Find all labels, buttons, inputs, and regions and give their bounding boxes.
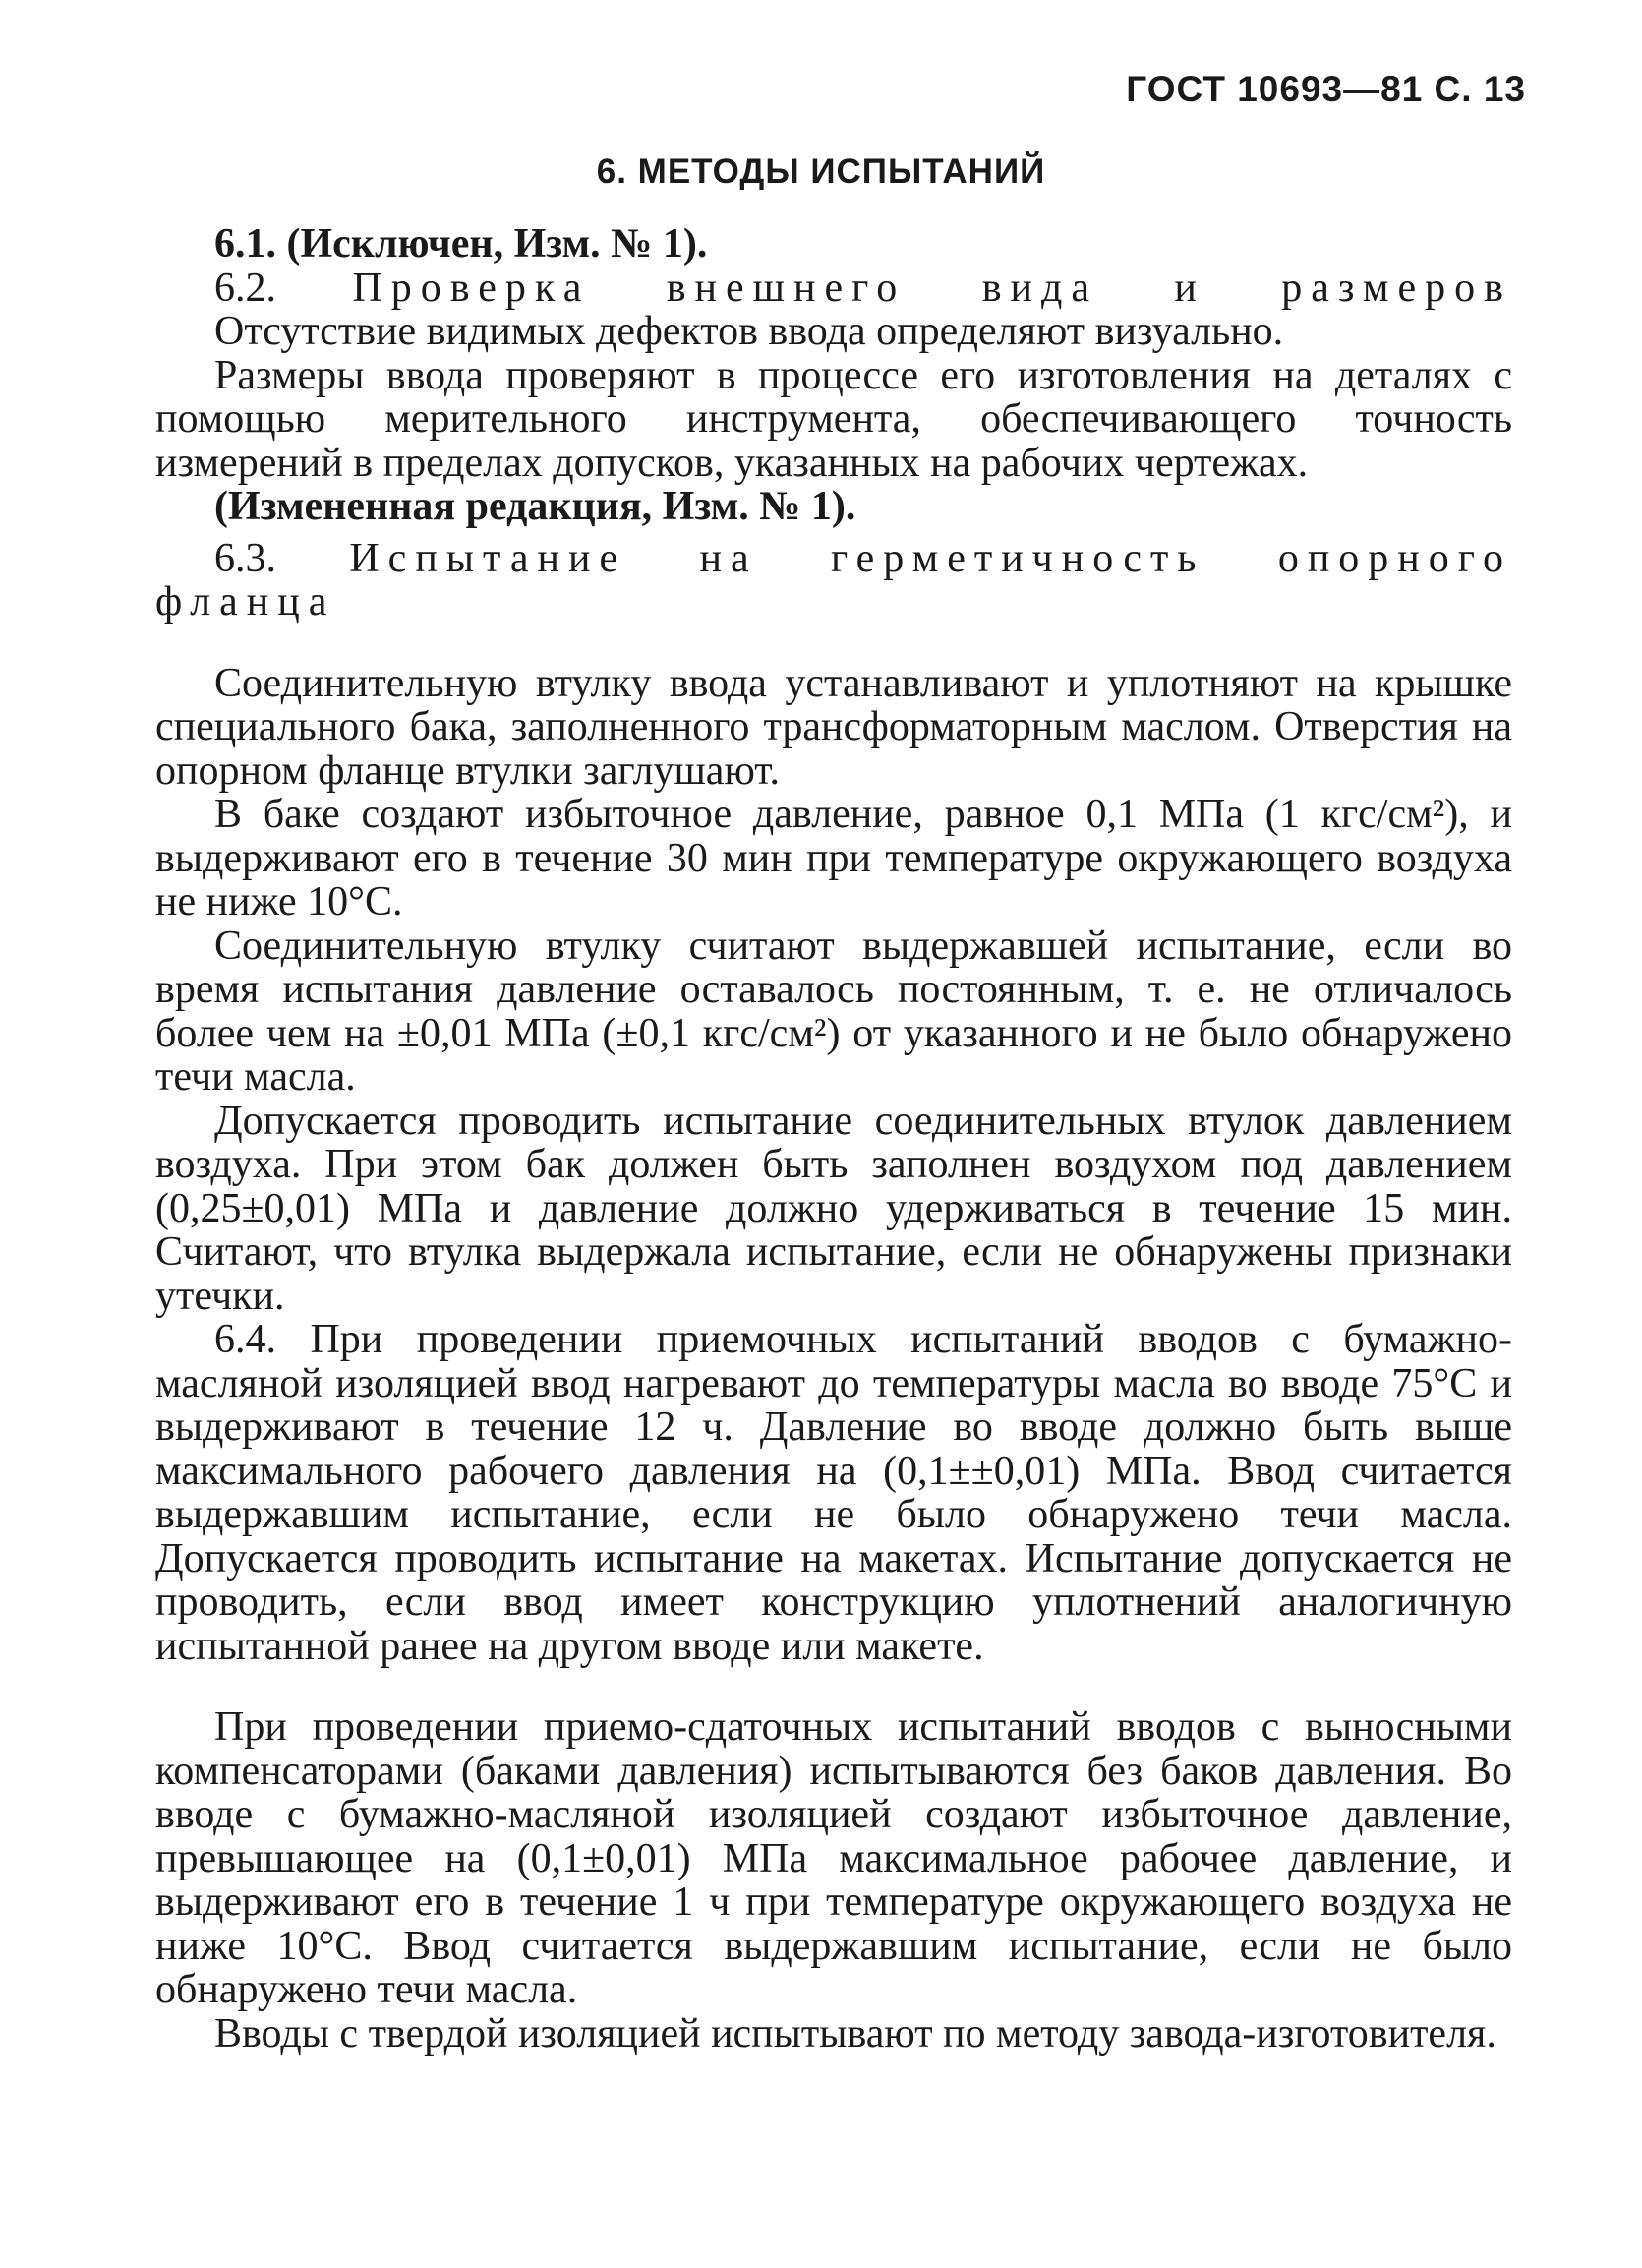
clause-6-2-number: 6.2. — [214, 265, 276, 311]
clause-6-1: 6.1. (Исключен, Изм. № 1). — [214, 221, 708, 267]
section-title: 6. МЕТОДЫ ИСПЫТАНИЙ — [596, 152, 1046, 191]
heading-word: на — [699, 535, 758, 581]
page-header: ГОСТ 10693—81 С. 13 — [1126, 69, 1526, 109]
clause-6-3-heading — [155, 537, 1512, 581]
document-body — [155, 222, 1512, 2056]
clause-6-4: 6.4. При проведении приемочных испытаний вводов с бумажно-масляной изоляцией ввод нагревают до температуры масла во вводе 75°С и выдерживают в течение 12 ч. Давление во вводе должно быть выше максимального рабочего давления на (0,1±±0,01) МПа. Ввод считается выдержавшим испытание, если не было обнаружено течи масла. Допускается проводить испытание на макетах. Испытание допускается не проводить, если ввод имеет конструкцию уплотнений аналогичную испытанной ранее на другом вводе или макете. — [155, 1317, 1512, 1669]
paragraph: Вводы с твердой изоляцией испытывают по методу завода-изготовителя. — [214, 2010, 1496, 2057]
heading-word: Проверка — [352, 265, 591, 311]
paragraph: При проведении приемо-сдаточных испытаний вводов с выносными компенсаторами (баками давления) испытываются без баков давления. Во вводе с бумажно-масляной изоляцией создают избыточное давление, превышающее на (0,1±0,01) МПа максимальное рабочее давление, и выдерживают его в течение 1 ч при температуре окружающего воздуха не ниже 10°С. Ввод считается выдержавшим испытание, если не было обнаружено течи масла. — [155, 1704, 1512, 2012]
paragraph: Допускается проводить испытание соединительных втулок давлением воздуха. При этом бак должен быть заполнен воздухом под давлением (0,25±0,01) МПа и давление должно удерживаться в течение 15 мин. Считают, что втулка выдержала испытание, если не обнаружены признаки утечки. — [155, 1098, 1512, 1319]
paragraph: Размеры ввода проверяют в процессе его изготовления на деталях с помощью мерительного инструмента, обеспечивающего точность измерений в пределах допусков, указанных на рабочих чертежах. — [155, 352, 1512, 486]
clause-6-2-heading — [155, 267, 1512, 311]
amendment-note: (Измененная редакция, Изм. № 1). — [214, 484, 856, 529]
clause-6-3-heading-cont: фланца — [155, 579, 336, 625]
heading-word: Испытание — [349, 535, 627, 581]
heading-word: опорного — [1277, 535, 1512, 581]
paragraph: В баке создают избыточное давление, равное 0,1 МПа (1 кгс/см²), и выдерживают его в течение 30 мин при температуре окружающего воздуха не ниже 10°С. — [155, 792, 1512, 925]
heading-word: внешнего — [666, 265, 907, 311]
heading-word: герметичность — [830, 535, 1205, 581]
heading-word: размеров — [1281, 265, 1512, 311]
paragraph: Соединительную втулку считают выдержавшей испытание, если во время испытания давление оставалось постоянным, т. е. не отличалось более чем на ±0,01 МПа (±0,1 кгс/см²) от указанного и не было обнаружено течи масла. — [155, 923, 1512, 1100]
heading-word: и — [1174, 265, 1205, 311]
clause-6-3-number: 6.3. — [214, 535, 276, 581]
paragraph: Отсутствие видимых дефектов ввода определяют визуально. — [214, 309, 1284, 354]
heading-word: вида — [981, 265, 1099, 311]
paragraph: Соединительную втулку ввода устанавливают и уплотняют на крышке специального бака, заполненного трансформаторным маслом. Отверстия на опорном фланце втулки заглушают. — [155, 660, 1512, 794]
